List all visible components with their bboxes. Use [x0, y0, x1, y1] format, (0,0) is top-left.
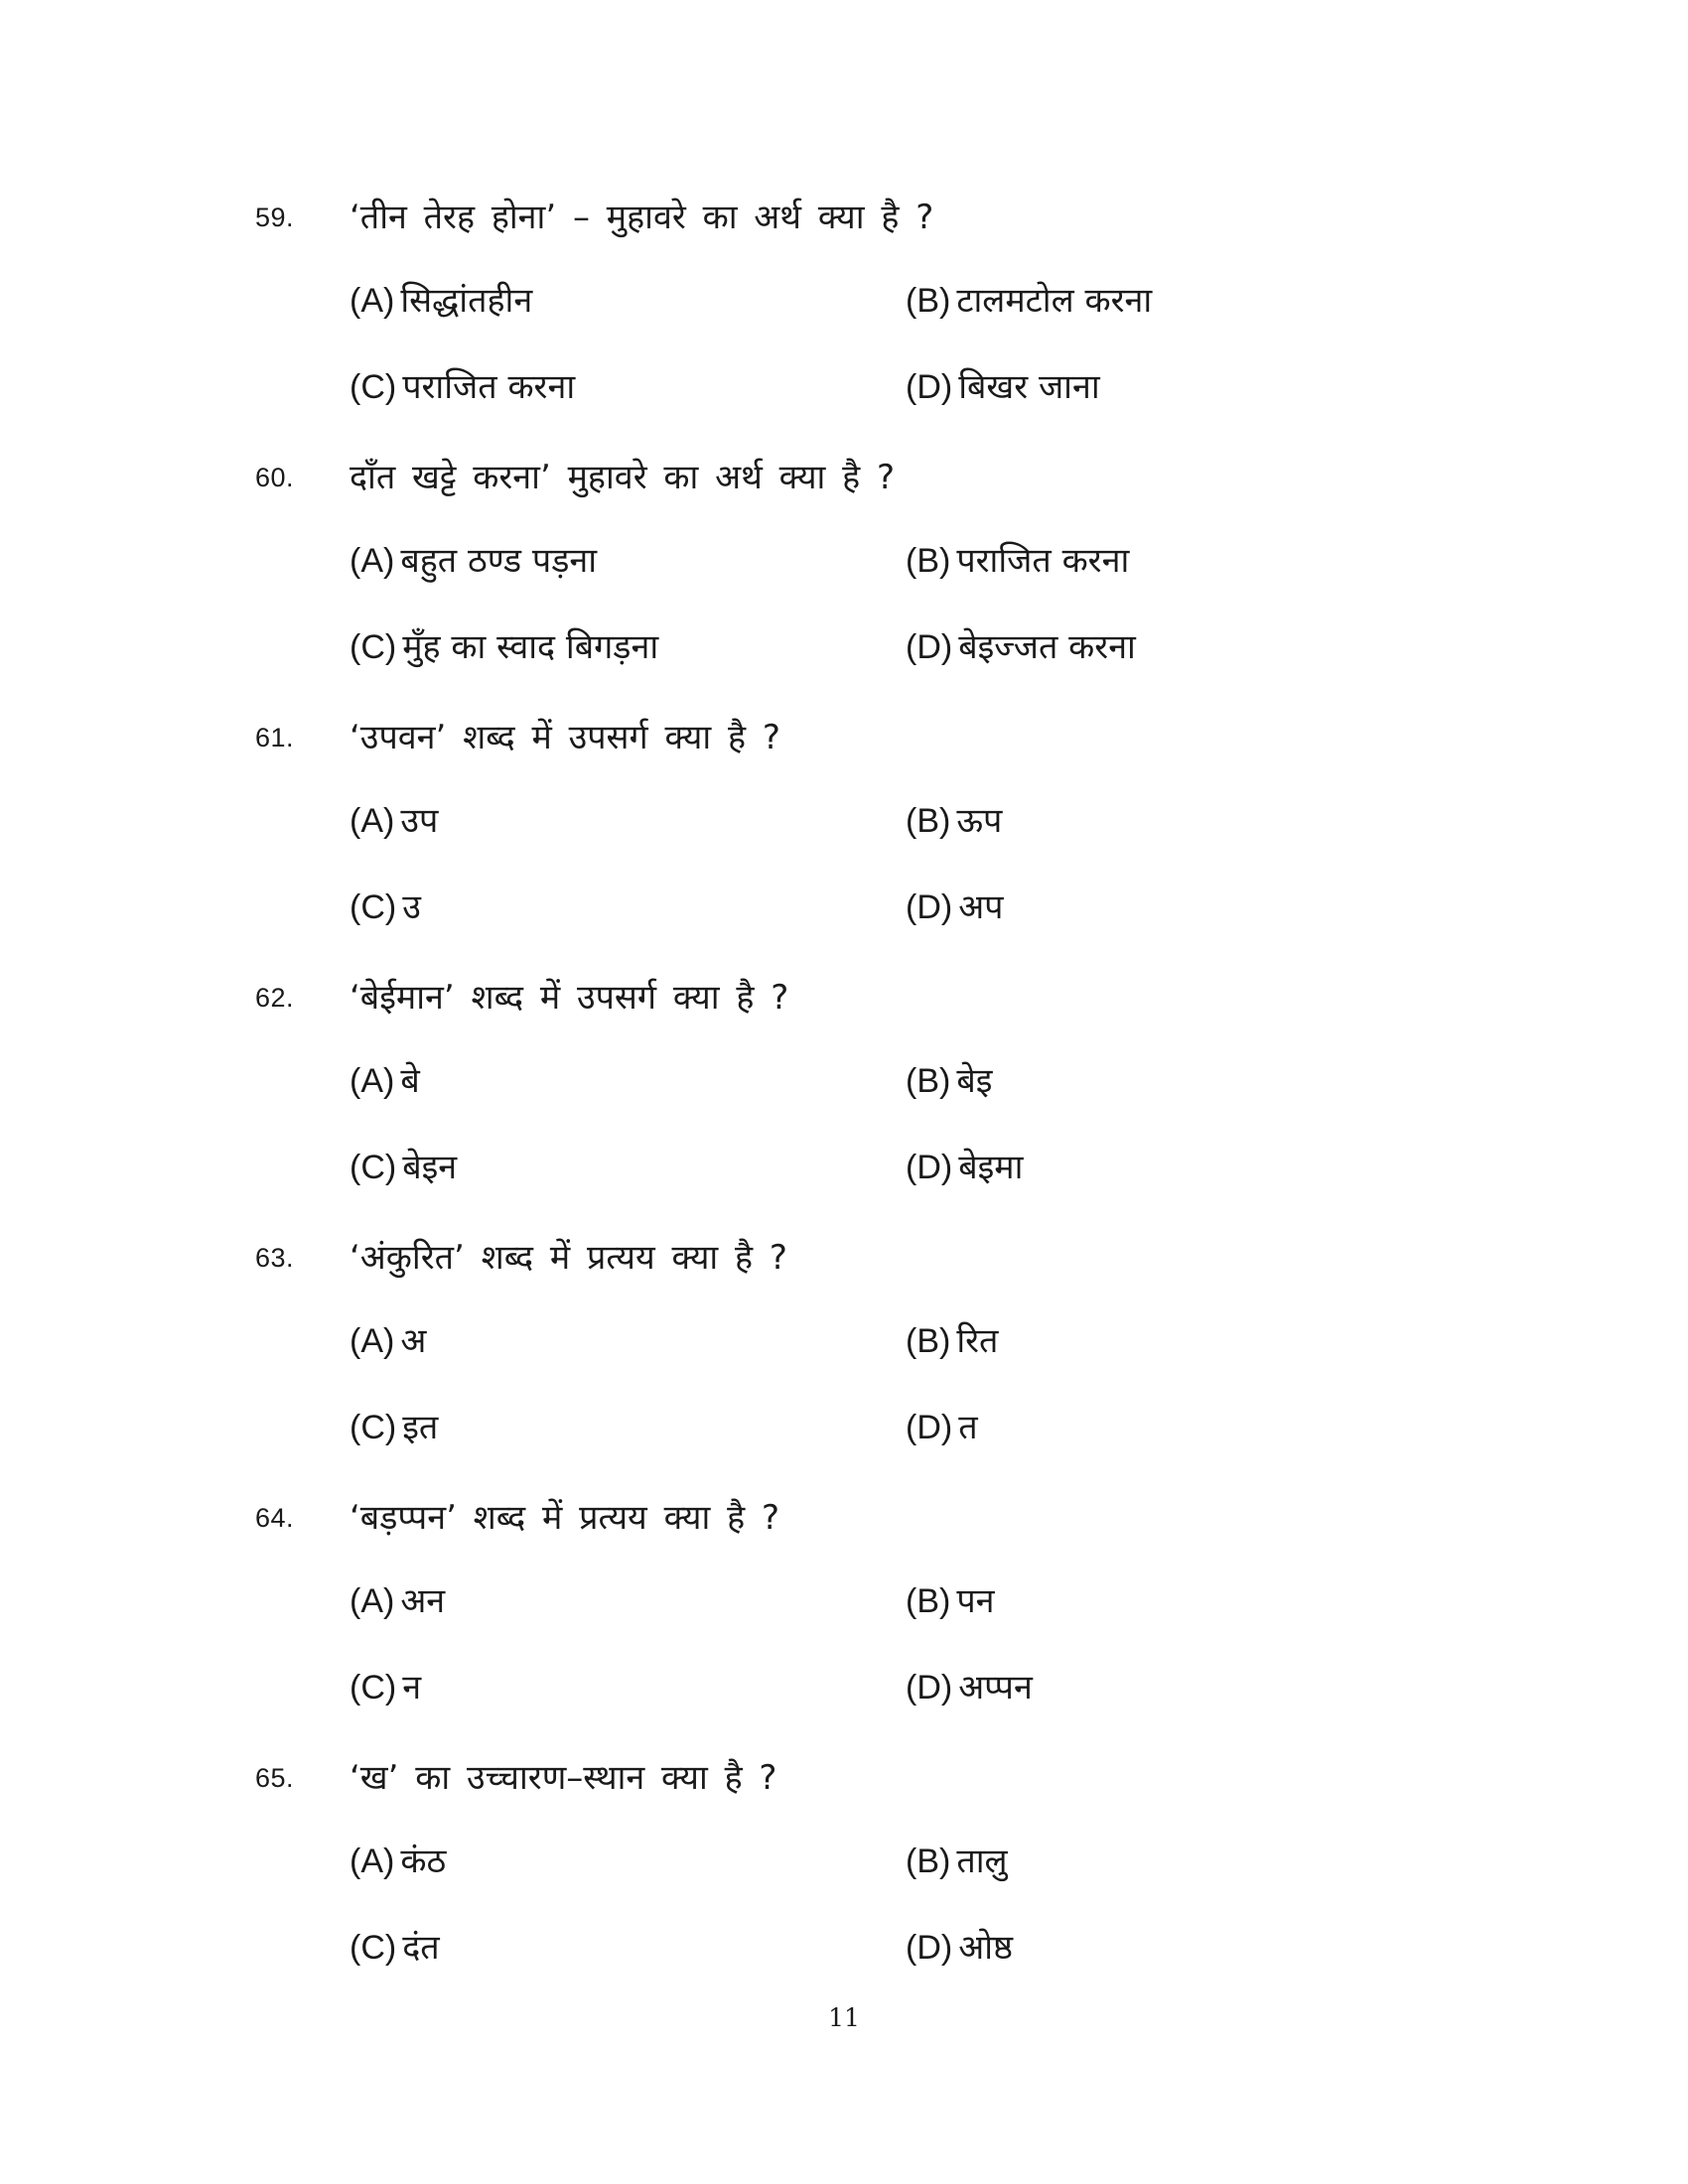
option-d — [906, 1663, 1033, 1708]
option-c — [350, 622, 658, 668]
option-label: (A) — [350, 1062, 395, 1100]
option-label: (C) — [350, 368, 397, 406]
option-text: बिखर जाना — [958, 367, 1100, 407]
option-a — [350, 536, 597, 582]
question-60 — [0, 449, 1688, 709]
question-number: 59. — [255, 203, 295, 232]
question-number: 61. — [255, 723, 295, 752]
question-line — [0, 709, 1688, 758]
option-text: सिद्धांतहीन — [400, 281, 533, 321]
option-c — [350, 883, 421, 928]
option-d — [906, 1923, 1013, 1969]
option-d — [906, 883, 1004, 928]
option-label: (C) — [350, 888, 397, 926]
option-c — [350, 362, 575, 408]
option-d — [906, 362, 1100, 408]
option-label: (A) — [350, 282, 395, 320]
option-label: (D) — [906, 1669, 953, 1706]
question-65 — [0, 1749, 1688, 2009]
option-text: बे — [400, 1061, 420, 1101]
option-b — [906, 276, 1152, 322]
option-text: अन — [400, 1581, 446, 1621]
option-label: (A) — [350, 542, 395, 580]
question-61 — [0, 709, 1688, 969]
option-text: बहुत ठण्ड पड़ना — [400, 541, 598, 581]
option-label: (B) — [906, 1582, 951, 1620]
question-text: ‘अंकुरित’ शब्द में प्रत्यय क्या है ? — [350, 1238, 787, 1278]
option-text: अप्पन — [958, 1668, 1033, 1707]
option-text: पन — [956, 1581, 995, 1621]
option-a — [350, 796, 438, 842]
option-d — [906, 1143, 1023, 1188]
option-text: बेइन — [402, 1148, 458, 1187]
option-a — [350, 1576, 445, 1622]
option-label: (C) — [350, 1669, 397, 1706]
question-number: 63. — [255, 1243, 295, 1273]
option-label: (A) — [350, 1322, 395, 1360]
question-text: ‘तीन तेरह होना’ – मुहावरे का अर्थ क्या है ? — [350, 198, 934, 237]
option-text: उ — [402, 887, 421, 927]
page-number: 11 — [828, 2003, 860, 2032]
option-b — [906, 536, 1129, 582]
option-label: (D) — [906, 1409, 953, 1446]
option-b — [906, 1316, 998, 1362]
question-text: ‘उपवन’ शब्द में उपसर्ग क्या है ? — [350, 718, 780, 757]
option-label: (A) — [350, 802, 395, 840]
option-text: बेइज्जत करना — [958, 627, 1136, 667]
option-d — [906, 622, 1136, 668]
option-text: बेइ — [956, 1061, 993, 1101]
option-text: इत — [402, 1408, 439, 1447]
option-label: (D) — [906, 628, 953, 666]
option-text: पराजित करना — [402, 367, 576, 407]
option-c — [350, 1923, 440, 1969]
option-a — [350, 1837, 446, 1882]
question-text: दाँत खट्टे करना’ मुहावरे का अर्थ क्या है ? — [350, 458, 896, 497]
option-text: दंत — [402, 1928, 440, 1968]
option-c — [350, 1403, 438, 1448]
option-label: (D) — [906, 1149, 953, 1186]
question-line — [0, 969, 1688, 1019]
option-text: पराजित करना — [956, 541, 1130, 581]
option-text: बेइमा — [958, 1148, 1024, 1187]
question-59 — [0, 189, 1688, 449]
option-text: कंठ — [400, 1842, 447, 1881]
option-b — [906, 1837, 1008, 1882]
option-b — [906, 1576, 995, 1622]
option-label: (D) — [906, 368, 953, 406]
option-b — [906, 1056, 992, 1102]
option-label: (D) — [906, 1929, 953, 1967]
option-label: (B) — [906, 1843, 951, 1880]
question-number: 60. — [255, 463, 295, 492]
question-line — [0, 1229, 1688, 1279]
option-c — [350, 1663, 421, 1708]
option-text: टालमटोल करना — [956, 281, 1153, 321]
option-b — [906, 796, 1002, 842]
option-label: (C) — [350, 1409, 397, 1446]
option-text: उप — [400, 801, 439, 841]
option-label: (C) — [350, 1149, 397, 1186]
question-line — [0, 189, 1688, 238]
question-63 — [0, 1229, 1688, 1489]
option-text: न — [402, 1668, 422, 1707]
option-label: (B) — [906, 542, 951, 580]
option-label: (A) — [350, 1843, 395, 1880]
question-line — [0, 1489, 1688, 1539]
option-d — [906, 1403, 978, 1448]
option-text: अप — [958, 887, 1004, 927]
option-text: अ — [400, 1321, 427, 1361]
question-text: ‘बेईमान’ शब्द में उपसर्ग क्या है ? — [350, 978, 789, 1018]
option-text: तालु — [956, 1842, 1008, 1881]
question-number: 65. — [255, 1763, 295, 1793]
question-line — [0, 1749, 1688, 1799]
question-line — [0, 449, 1688, 498]
option-label: (C) — [350, 1929, 397, 1967]
option-text: ओष्ठ — [958, 1928, 1014, 1968]
option-a — [350, 1056, 420, 1102]
option-label: (B) — [906, 1062, 951, 1100]
option-text: रित — [956, 1321, 999, 1361]
option-label: (D) — [906, 888, 953, 926]
option-a — [350, 276, 532, 322]
option-c — [350, 1143, 457, 1188]
option-label: (C) — [350, 628, 397, 666]
question-number: 64. — [255, 1503, 295, 1533]
option-label: (B) — [906, 282, 951, 320]
option-a — [350, 1316, 426, 1362]
option-label: (A) — [350, 1582, 395, 1620]
question-text: ‘बड़प्पन’ शब्द में प्रत्यय क्या है ? — [350, 1498, 780, 1538]
option-label: (B) — [906, 802, 951, 840]
question-number: 62. — [255, 983, 295, 1013]
question-text: ‘ख’ का उच्चारण–स्थान क्या है ? — [350, 1758, 777, 1798]
option-label: (B) — [906, 1322, 951, 1360]
question-62 — [0, 969, 1688, 1229]
option-text: मुँह का स्वाद बिगड़ना — [402, 627, 659, 667]
option-text: त — [958, 1408, 978, 1447]
question-64 — [0, 1489, 1688, 1749]
option-text: ऊप — [956, 801, 1003, 841]
